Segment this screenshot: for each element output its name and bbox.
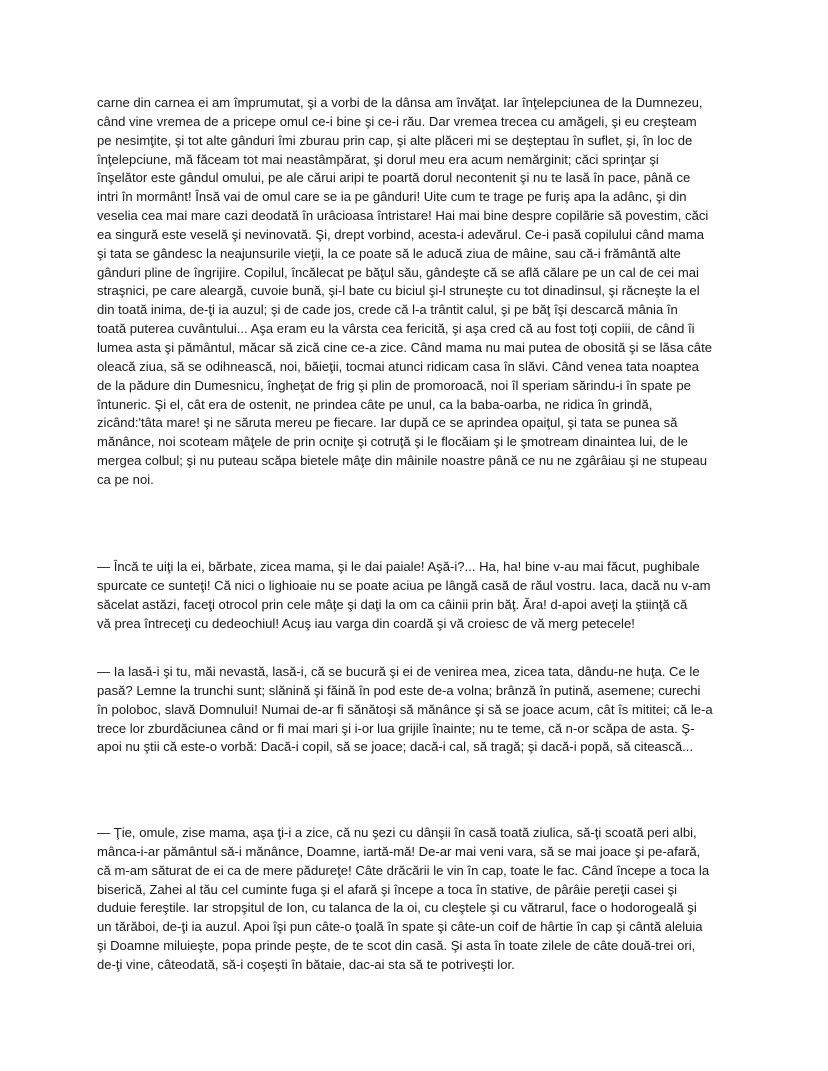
text-line: săcelat astăzi, faceţi otrocol prin cele mâţe şi daţi la om ca câinii prin băţ. Ăra! d-apoi aveţi la ştiinţă că — [97, 596, 688, 612]
text-line: — Ia lasă-i şi tu, măi nevastă, lasă-i, că se bucură şi ei de venirea mea, zicea tata, dându-ne huţa. Ce le — [97, 664, 700, 679]
text-line: ea singură este veselă şi nevinovată. Şi, drept vorbind, acesta-i adevărul. Ce-i pasă copilului când mama — [97, 226, 705, 242]
text-line: când vine vremea de a pricepe omul ce-i bine şi ce-i rău. Dar vremea trecea cu amăgeli, şi eu creşteam — [97, 113, 697, 129]
text-line: înşelător este gândul omului, pe ale cărui aripi te poartă dorul necontenit şi nu te lasă în pace, până ce — [97, 170, 691, 186]
text-line: şi Doamne miluieşte, popa prinde peşte, de te scot din casă. Şi asta în toate zilele de câte două-trei ori, — [97, 938, 696, 954]
text-line: vă prea întreceţi cu dedeochiul! Acuş iau varga din coardă şi vă croiesc de vă merg petecele! — [97, 615, 635, 631]
text-line: trece lor zburdăciunea când or fi mai mari şi i-or lua grijile înainte; nu te teme, că n-or scăpa de asta. Ş- — [97, 720, 695, 736]
text-line: înţelepciune, mă făceam tot mai neastâmpărat, şi dorul meu era acum nemărginit; căci sprinţar şi — [97, 151, 659, 167]
text-line: pe nesimţite, şi tot alte gânduri îmi zburau prin cap, şi alte plăceri mi se deşteptau în suflet, şi, în loc de — [97, 132, 693, 148]
text-line: apoi nu ştii că este-o vorbă: Dacă-i copil, să se joace; dacă-i cal, să tragă; şi dacă-i popă, să citească... — [97, 739, 694, 755]
text-line: mergea colbul; şi nu puteau scăpa bietele mâţe din mâinile noastre până ce nu ne zgârâiau şi ne stupeau — [97, 453, 707, 469]
paragraph-mother-dialogue — [97, 558, 797, 633]
text-line: — Ţie, omule, zise mama, aşa ţi-i a zice, că nu şezi cu dânşii în casă toată ziulica, să-ţi scoată peri albi, — [97, 825, 697, 840]
text-line: duduie fereştile. Iar stropşitul de Ion, cu talanca de la oi, cu cleştele şi cu vătrarul, face o hodorogeală şi — [97, 900, 697, 916]
text-line: ca pe noi. — [97, 471, 154, 487]
text-line: straşnici, pe care aleargă, cuvoie bună, şi-l bate cu biciul şi-l struneşte cu tot dinadinsul, şi răcneşte la el — [97, 283, 700, 299]
paragraph-father-dialogue — [97, 663, 797, 757]
text-line: mânca-i-ar pământul să-i mănânce, Doamne, iartă-mă! De-ar mai veni vara, să se mai joace şi pe-afară, — [97, 843, 701, 859]
text-line: că m-am săturat de ei ca de mere pădureţe! Câte drăcării le vin în cap, toate le fac. Când începe a toca la — [97, 862, 710, 878]
text-line: intri în mormânt! Însă vai de omul care se ia pe gânduri! Uite cum te trage pe furiş apa la adânc, şi din — [97, 189, 687, 205]
text-line: pasă? Lemne la trunchi sunt; slănină şi făină în pod este de-a volna; brânză în putină, asemene; curechi — [97, 682, 701, 698]
text-line: toată puterea cuvântului... Aşa eram eu la vârsta cea fericită, şi aşa cred că au fost toţi copiii, de când îi — [97, 321, 695, 337]
paragraph-narration — [97, 94, 797, 490]
text-line: un tărăboi, de-ţi ia auzul. Apoi îşi pun câte-o ţoală în spate şi câte-un coif de hârtie în cap şi cântă aleluia — [97, 919, 703, 935]
text-line: de la pădure din Dumesnicu, îngheţat de frig şi plin de promoroacă, noi îl speriam sărindu-i în spate pe — [97, 377, 691, 393]
text-line: întuneric. Şi el, cât era de ostenit, ne prindea câte pe unul, ca la baba-oarba, ne ridica în grindă, — [97, 396, 653, 412]
text-line: spurcate ce sunteţi! Că nici o lighioaie nu se poate aciua pe lângă casă de răul vostru. Iaca, dacă nu v-am — [97, 577, 711, 593]
text-line: biserică, Zahei al tău cel cuminte fuga şi el afară şi începe a toca în stative, de pârâie pereţii casei şi — [97, 881, 678, 897]
text-line: carne din carnea ei am împrumutat, şi a vorbi de la dânsa am învăţat. Iar înţelepciunea de la Dumnezeu, — [97, 95, 703, 110]
text-line: din toată inima, de-ţi ia auzul; şi de cade jos, crede că l-a trântit calul, şi pe băţ îşi descarcă mânia în — [97, 302, 678, 318]
text-line: oleacă ziua, să se odihnească, noi, băieţii, tocmai atunci ridicam casa în slăvi. Când venea tata noaptea — [97, 358, 699, 374]
text-line: în poloboc, slavă Domnului! Numai de-ar fi sănătoşi să mănânce şi să se joace acum, cât îs mititei; că le-a — [97, 701, 713, 717]
text-line: mănânce, noi scoteam mâţele de prin ocniţe şi cotruţă şi le flocăiam şi le şmotream dinaintea lui, de le — [97, 434, 688, 450]
text-line: şi tata se gândesc la neajunsurile vieţii, la ce poate să le aducă ziua de mâine, sau că-i frământă alte — [97, 245, 681, 261]
paragraph-mother-reply — [97, 824, 797, 975]
text-line: — Încă te uiţi la ei, bărbate, zicea mama, şi le dai paiale! Aşă-i?... Ha, ha! bine v-au mai făcut, pughibale — [97, 559, 700, 574]
text-line: veselia cea mai mare cazi deodată în urâcioasa întristare! Hai mai bine despre copilărie să povestim, căci — [97, 208, 709, 224]
text-line: gânduri pline de îngrijire. Copilul, încălecat pe băţul său, gândeşte că se află călare pe un cal de cei mai — [97, 264, 699, 280]
text-line: lumea asta şi pământul, măcar să zică cine ce-a zice. Când mama nu mai putea de obosită şi se lăsa câte — [97, 339, 712, 355]
text-line: zicând:'tâta mare! şi ne săruta mereu pe fiecare. Iar după ce se aprindea opaiţul, şi tata se punea să — [97, 415, 678, 431]
text-line: de-ţi vine, câteodată, să-i coşeşti în bătaie, dac-ai sta să te potriveşti lor. — [97, 956, 515, 972]
